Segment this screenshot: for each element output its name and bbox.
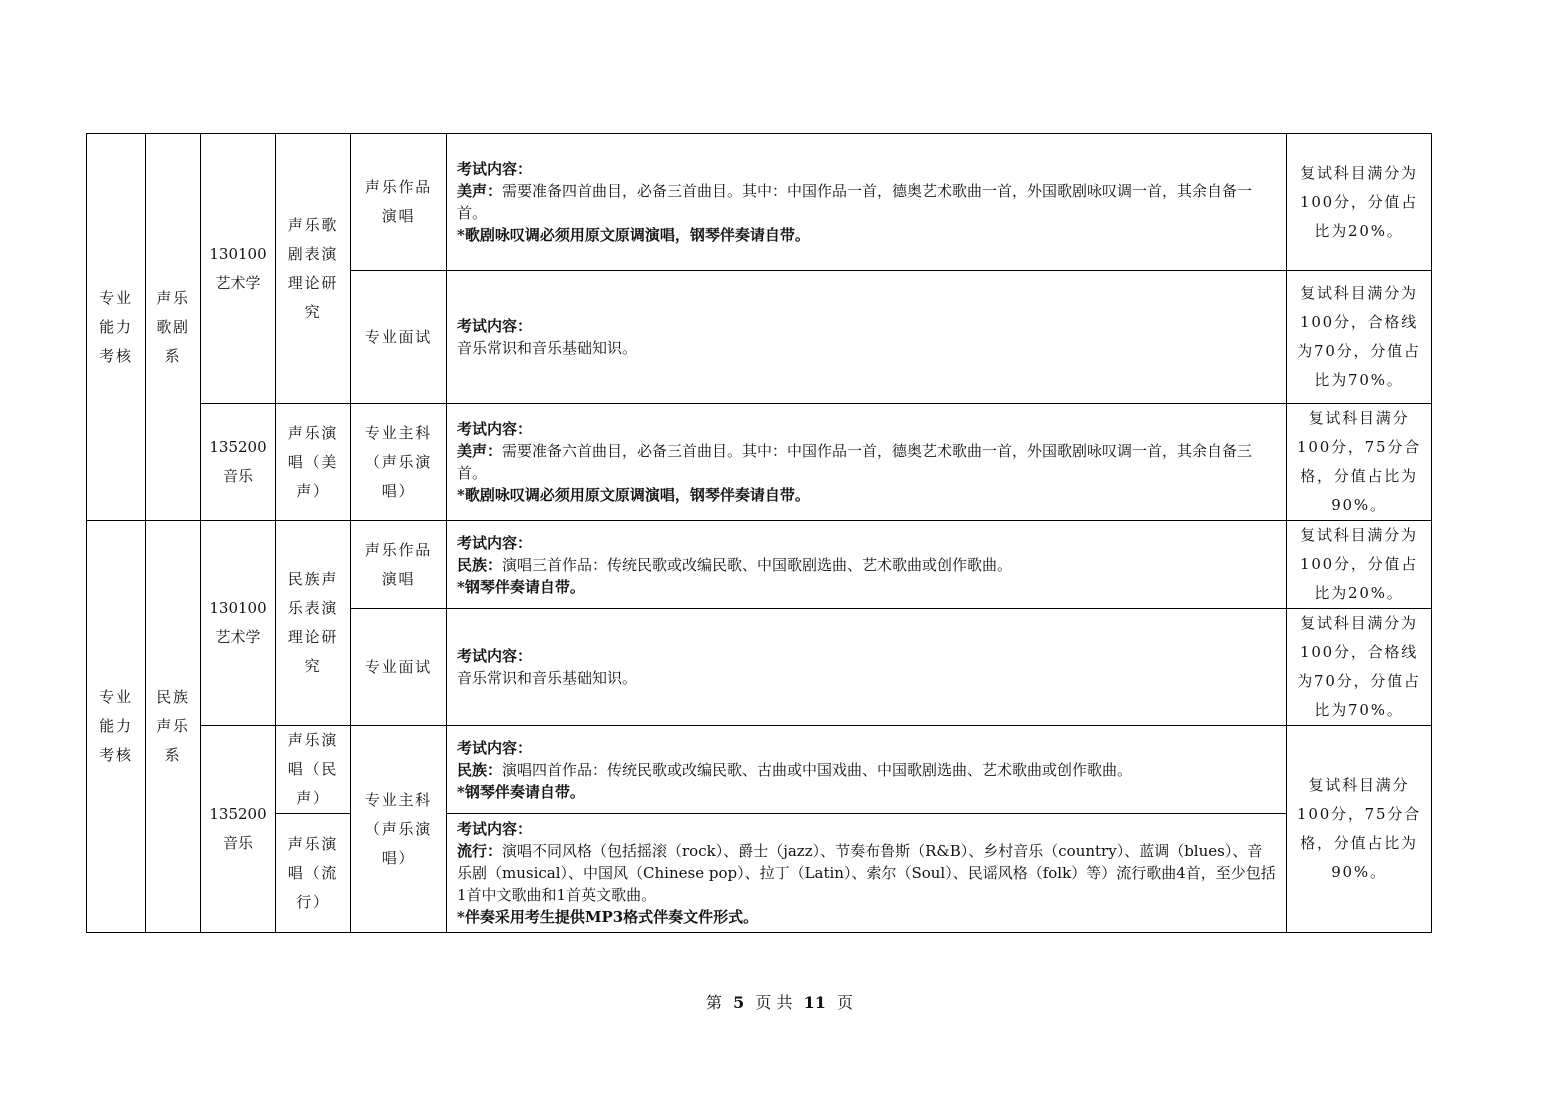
footer-middle: 页 共	[755, 993, 793, 1012]
subject-cell: 专业主科（声乐演唱）	[351, 404, 447, 521]
program-major: 艺术学	[215, 273, 261, 292]
content-note: *歌剧咏叹调必须用原文原调演唱，钢琴伴奏请自带。	[457, 486, 810, 504]
content-text: 需要准备六首曲目，必备三首曲目。其中：中国作品一首，德奥艺术歌曲一首，外国歌剧咏叹调一首，其余自备三首。	[457, 442, 1253, 482]
code-major-cell	[201, 726, 276, 933]
subject-cell: 声乐作品演唱	[351, 134, 447, 271]
table-row	[87, 726, 1432, 814]
content-note: *钢琴伴奏请自带。	[457, 782, 585, 801]
content-text: 音乐常识和音乐基础知识。	[457, 669, 638, 687]
code-major-cell	[201, 404, 276, 521]
section-label-cell: 专业能力考核	[87, 134, 146, 521]
code-major-cell	[201, 521, 276, 726]
table-row	[87, 404, 1432, 521]
footer-total-pages: 11	[803, 993, 826, 1012]
subject-cell: 专业主科（声乐演唱）	[351, 726, 447, 933]
page-footer	[0, 990, 1559, 1013]
score-cell: 复试科目满分100分，75分合格，分值占比为90%。	[1287, 404, 1432, 521]
section-label-cell: 专业能力考核	[87, 521, 146, 933]
subject-cell: 专业面试	[351, 609, 447, 726]
content-cell	[447, 609, 1287, 726]
content-label: 民族：	[457, 760, 503, 779]
content-text: 演唱不同风格（包括摇滚（rock）、爵士（jazz）、节奏布鲁斯（R&B）、乡村音乐（country）、蓝调（blues）、音乐剧（musical）、中国风（Chinese pop）、拉丁（Latin）、索尔（Soul）、民谣风格（folk）等）流行歌曲4首，至少包括1首中文歌曲和1首英文歌曲。	[457, 842, 1276, 904]
content-text: 演唱四首作品：传统民歌或改编民歌、古曲或中国戏曲、中国歌剧选曲、艺术歌曲或创作歌曲。	[502, 760, 1133, 779]
program-code: 130100	[209, 244, 267, 263]
program-major: 艺术学	[215, 628, 261, 646]
content-cell	[447, 271, 1287, 404]
content-title: 考试内容：	[457, 160, 533, 178]
content-label: 流行：	[457, 842, 503, 860]
score-cell: 复试科目满分为100分，合格线为70分，分值占比为70%。	[1287, 609, 1432, 726]
score-cell: 复试科目满分为100分，分值占比为20%。	[1287, 134, 1432, 271]
content-note: *钢琴伴奏请自带。	[457, 577, 585, 596]
content-title: 考试内容：	[457, 317, 533, 335]
content-title: 考试内容：	[457, 820, 533, 838]
content-text: 需要准备四首曲目，必备三首曲目。其中：中国作品一首，德奥艺术歌曲一首，外国歌剧咏叹调一首，其余自备一首。	[457, 182, 1253, 222]
subject-cell: 专业面试	[351, 271, 447, 404]
score-cell: 复试科目满分为100分，合格线为70分，分值占比为70%。	[1287, 271, 1432, 404]
program-code: 130100	[209, 599, 267, 617]
program-code: 135200	[209, 805, 267, 823]
content-cell	[447, 814, 1287, 933]
program-major: 音乐	[222, 834, 253, 852]
direction-cell: 民族声乐表演理论研究	[276, 521, 351, 726]
code-major-cell	[201, 134, 276, 404]
content-cell	[447, 726, 1287, 814]
department-cell: 声乐歌剧系	[146, 134, 201, 521]
program-code: 135200	[209, 438, 267, 456]
table-row	[87, 134, 1432, 271]
content-text: 音乐常识和音乐基础知识。	[457, 339, 638, 357]
footer-prefix: 第	[706, 993, 723, 1012]
content-note: *歌剧咏叹调必须用原文原调演唱，钢琴伴奏请自带。	[457, 226, 810, 244]
score-cell: 复试科目满分为100分，分值占比为20%。	[1287, 521, 1432, 609]
score-cell: 复试科目满分100分，75分合格，分值占比为90%。	[1287, 726, 1432, 933]
content-cell	[447, 404, 1287, 521]
content-title: 考试内容：	[457, 420, 533, 438]
table-row	[87, 814, 1432, 933]
content-text: 演唱三首作品：传统民歌或改编民歌、中国歌剧选曲、艺术歌曲或创作歌曲。	[502, 555, 1013, 574]
content-label: 美声：	[457, 182, 503, 200]
content-label: 民族：	[457, 555, 503, 574]
footer-suffix: 页	[836, 993, 853, 1012]
content-title: 考试内容：	[457, 533, 533, 552]
department-cell: 民族声乐系	[146, 521, 201, 933]
content-note: *伴奏采用考生提供MP3格式伴奏文件形式。	[457, 908, 759, 926]
content-cell	[447, 134, 1287, 271]
content-title: 考试内容：	[457, 647, 533, 665]
content-label: 美声：	[457, 442, 503, 460]
direction-cell: 声乐歌剧表演理论研究	[276, 134, 351, 404]
direction-cell: 声乐演唱（美声）	[276, 404, 351, 521]
table-row	[87, 521, 1432, 609]
direction-cell: 声乐演唱（民声）	[276, 726, 351, 814]
program-major: 音乐	[222, 467, 253, 485]
direction-cell: 声乐演唱（流行）	[276, 814, 351, 933]
subject-cell: 声乐作品演唱	[351, 521, 447, 609]
content-cell	[447, 521, 1287, 609]
footer-page-number: 5	[733, 993, 745, 1012]
content-title: 考试内容：	[457, 738, 533, 757]
exam-table	[86, 133, 1432, 933]
